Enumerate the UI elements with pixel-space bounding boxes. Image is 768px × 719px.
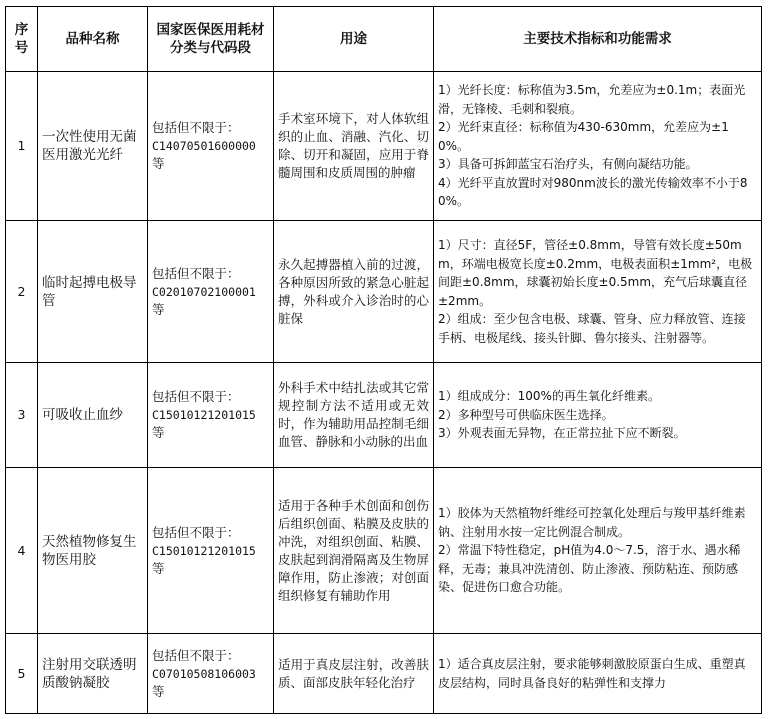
row-name: 可吸收止血纱 [38, 363, 148, 468]
spec-item: 2）光纤束直径：标称值为430-630mm，允差应为±10%。 [438, 120, 729, 153]
spec-item: 2）组成：至少包含电极、球囊、管身、应力释放管、连接手柄、电极尾线、接头针脚、鲁尔接头、注射器等。 [438, 312, 746, 345]
table-row [6, 468, 762, 634]
row-seq: 3 [6, 363, 38, 468]
table-row [6, 363, 762, 468]
row-category [148, 634, 274, 714]
spec-item: 1）尺寸：直径5F，管径±0.8mm，导管有效长度±50mm，环端电极宽长度±0.2mm，电极表面积±1mm²，电极间距±0.8mm，球囊初始长度±0.5mm，充气后球囊直径±2mm。 [438, 238, 753, 308]
row-spec [434, 468, 762, 634]
row-seq: 4 [6, 468, 38, 634]
table-row [6, 634, 762, 714]
category-prefix: 包括但不限于： [152, 265, 240, 281]
category-code: C07010508106003 [152, 666, 256, 681]
row-category [148, 363, 274, 468]
category-suffix: 等 [152, 683, 165, 699]
category-suffix: 等 [152, 560, 165, 576]
spec-item: 1）组成成分：100%的再生氧化纤维素。 [438, 389, 660, 404]
row-spec [434, 363, 762, 468]
category-prefix: 包括但不限于： [152, 389, 240, 404]
row-seq: 5 [6, 634, 38, 714]
header-usage: 用途 [274, 7, 434, 72]
row-category [148, 72, 274, 221]
row-seq: 1 [6, 72, 38, 221]
row-spec [434, 221, 762, 363]
row-category [148, 468, 274, 634]
row-name: 临时起搏电极导管 [38, 221, 148, 363]
spec-item: 3）具备可拆卸蓝宝石治疗头，有侧向凝结功能。 [438, 157, 698, 172]
row-name: 一次性使用无菌医用激光光纤 [38, 72, 148, 221]
row-usage: 适用于各种手术创面和创伤后组织创面、粘膜及皮肤的冲洗，对组织创面、粘膜、皮肤起到润滑隔离及生物屏障作用，防止渗液；对创面组织修复有辅助作用 [274, 468, 434, 634]
spec-item: 2）多种型号可供临床医生选择。 [438, 407, 614, 422]
category-prefix: 包括但不限于： [152, 647, 240, 663]
spec-item: 3）外观表面无异物，在正常拉扯下应不断裂。 [438, 426, 686, 441]
table-row [6, 72, 762, 221]
row-usage: 适用于真皮层注射，改善肤质、面部皮肤年轻化治疗 [274, 634, 434, 714]
spec-item: 4）光纤平直放置时对980nm波长的激光传输效率不小于80%。 [438, 175, 748, 209]
row-category [148, 221, 274, 363]
category-prefix: 包括但不限于： [152, 120, 240, 135]
category-code: C14070501600000 [152, 139, 256, 153]
header-seq: 序号 [6, 7, 38, 72]
spec-item: 2）常温下特性稳定，pH值为4.0～7.5，溶于水、遇水稀释，无毒；兼具冲洗清创、防止渗液、预防粘连、预防感染、促进伤口愈合功能。 [438, 543, 741, 595]
category-code: C15010121201015 [152, 408, 256, 422]
row-spec [434, 634, 762, 714]
category-suffix: 等 [152, 425, 165, 440]
category-code: C02010702100001 [152, 284, 256, 299]
row-usage: 外科手术中结扎法或其它常规控制方法不适用或无效时，作为辅助用品控制毛细血管、静脉和小动脉的出血 [274, 363, 434, 468]
header-name: 品种名称 [38, 7, 148, 72]
consumables-table [5, 6, 762, 714]
category-suffix: 等 [152, 301, 165, 317]
row-spec [434, 72, 762, 221]
row-name: 注射用交联透明质酸钠凝胶 [38, 634, 148, 714]
spec-item: 1）胶体为天然植物纤维经可控氧化处理后与羧甲基纤维素钠、注射用水按一定比例混合制成。 [438, 506, 746, 539]
spec-item: 1）适合真皮层注射，要求能够刺激胶原蛋白生成、重塑真皮层结构，同时具备良好的粘弹性和支撑力 [438, 657, 746, 690]
header-spec: 主要技术指标和功能需求 [434, 7, 762, 72]
table-row [6, 221, 762, 363]
category-prefix: 包括但不限于： [152, 524, 240, 540]
category-suffix: 等 [152, 156, 165, 171]
row-usage: 手术室环境下，对人体软组织的止血、消融、汽化、切除、切开和凝固，应用于脊髓周围和皮质周围的肿瘤 [274, 72, 434, 221]
category-code: C15010121201015 [152, 543, 256, 558]
header-category: 国家医保医用耗材分类与代码段 [148, 7, 274, 72]
table-header-row [6, 7, 762, 72]
row-usage: 永久起搏器植入前的过渡，各种原因所致的紧急心脏起搏，外科或介入诊治时的心脏保 [274, 221, 434, 363]
row-name: 天然植物修复生物医用胶 [38, 468, 148, 634]
spec-item: 1）光纤长度：标称值为3.5m，允差应为±0.1m；表面光滑，无锋棱、毛刺和裂痕。 [438, 83, 746, 116]
row-seq: 2 [6, 221, 38, 363]
